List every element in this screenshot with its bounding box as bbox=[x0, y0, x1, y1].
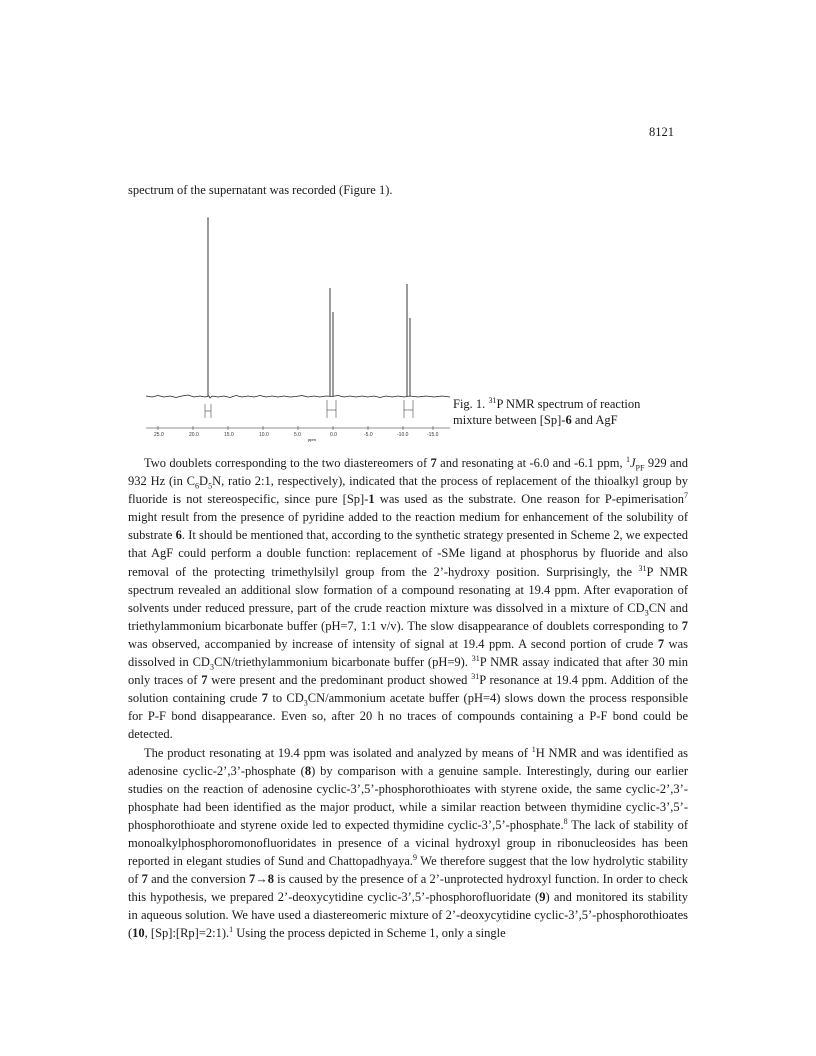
tick-label: -15.0 bbox=[427, 432, 439, 438]
tick-label: 0.0 bbox=[330, 432, 337, 438]
tick-label: -10.0 bbox=[397, 432, 409, 438]
doublet-right bbox=[404, 284, 413, 418]
body-text bbox=[128, 454, 688, 943]
spectrum-baseline bbox=[146, 395, 450, 398]
paragraph-1: Two doublets corresponding to the two diastereomers of 7 and resonating at -6.0 and -6.1 ppm, $^1J_{PF}$ 929 and 932 Hz (in $C_6D_5N$, ratio 2:1, respectively), indicated that the process of replacement of the thioalkyl group by fluoride is not stereospecific, since pure [Sp]-1 was used as the substrate. One reason for P-epimerisation$^7$ might result from the presence of pyridine added to the reaction medium for enhancement of the solubility of substrate 6. It should be mentioned that, according to the synthetic strategy presented in Scheme 2, we expected that AgF could perform a double function: replacement of -SMe ligand at phosphorus by fluoride and also removal of the protecting trimethylsilyl group from the 2’-hydroxy position. Surprisingly, the $^{31}$P NMR spectrum revealed an additional slow formation of a compound resonating at 19.4 ppm. After evaporation of solvents under reduced pressure, part of the crude reaction mixture was dissolved in a mixture of $CD_3CN$ and triethylammonium bicarbonate buffer (pH=7, 1:1 v/v). The slow disappearance of doublets corresponding to 7 was observed, accompanied by increase of intensity of signal at 19.4 ppm. A second portion of crude 7 was dissolved in $CD_3CN$/triethylammonium bicarbonate buffer (pH=9). $^{31}$P NMR assay indicated that after 30 min only traces of 7 were present and the predominant product showed $^{31}$P resonance at 19.4 ppm. Addition of the solution containing crude 7 to $CD_3CN$/ammonium acetate buffer (pH=4) slows down the process responsible for P-F bond disappearance. Even so, after 20 h no traces of compounds containing a P-F bond could be detected. bbox=[128, 454, 689, 742]
tick-label: 15.0 bbox=[224, 432, 234, 438]
page-number: 8121 bbox=[649, 125, 674, 139]
nmr-spectrum-plot bbox=[128, 212, 458, 444]
nmr-spectrum-figure bbox=[128, 212, 458, 444]
doublet-left bbox=[327, 288, 336, 418]
tick-label: -5.0 bbox=[364, 432, 373, 438]
tick-label: 5.0 bbox=[294, 432, 301, 438]
peak-19-4-ppm bbox=[205, 218, 211, 418]
tick-label: 20.0 bbox=[189, 432, 199, 438]
lead-sentence: spectrum of the supernatant was recorded (Figure 1). bbox=[128, 183, 393, 197]
tick-label: 25.0 bbox=[154, 432, 164, 438]
paragraph-2: The product resonating at 19.4 ppm was isolated and analyzed by means of $^1$H NMR and was identified as adenosine cyclic-2’,3’-phosphate (8) by comparison with a genuine sample. Interestingly, during our earlier studies on the reaction of adenosine cyclic-3’,5’-phosphorothioates with styrene oxide, the same cyclic-2’,3’-phosphate had been identified as the major product, while a similar reaction between thymidine cyclic-3’,5’-phosphorothioate and styrene oxide led to expected thymidine cyclic-3’,5’-phosphate.$^8$ The lack of stability of monoalkylphosphoromonofluoridates in presence of a vicinal hydroxyl group in ribonucleosides has been reported in elegant studies of Sund and Chattopadhyaya.$^9$ We therefore suggest that the low hydrolytic stability of 7 and the conversion 7→8 is caused by the presence of a 2’-unprotected hydroxyl function. In order to check this hypothesis, we prepared 2’-deoxycytidine cyclic-3’,5’-phosphorofluoridate (9) and monitored its stability in aqueous solution. We have used a diastereomeric mixture of 2’-deoxycytidine cyclic-3’,5’-phosphorothioates (10, [Sp]:[Rp]=2:1).$^1$ Using the process depicted in Scheme 1, only a single bbox=[128, 744, 688, 941]
axis-unit-label: ppm bbox=[308, 437, 316, 442]
tick-label: 10.0 bbox=[259, 432, 269, 438]
figure-caption: Fig. 1. $^{31}$P NMR spectrum of reaction mixture between [Sp]-6 and AgF bbox=[453, 395, 641, 427]
